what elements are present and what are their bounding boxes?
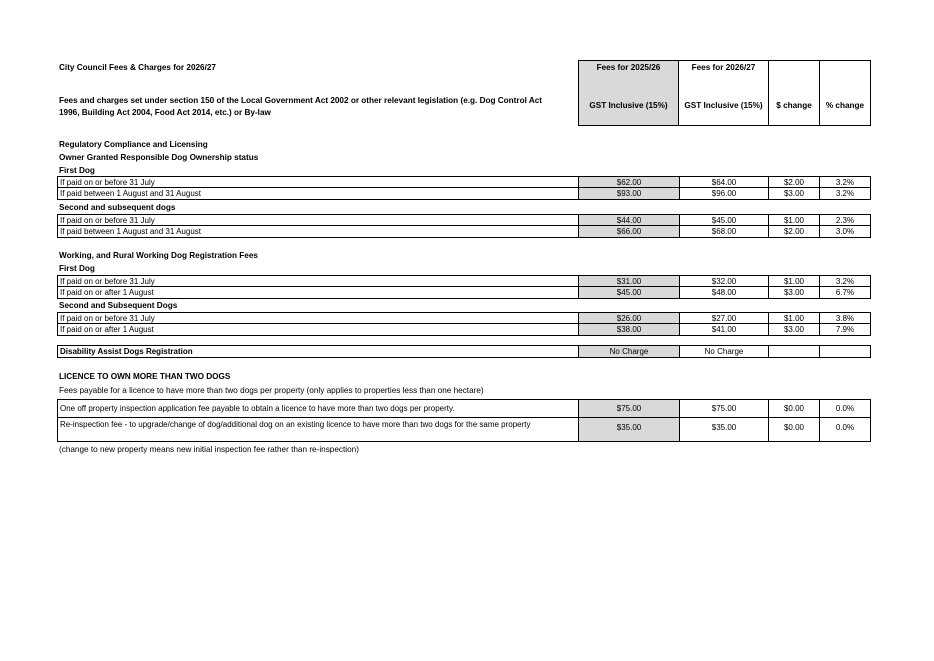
row-pct-change: 3.2% (819, 188, 871, 199)
second-dogs-heading: Second and Subsequent Dogs (59, 301, 178, 310)
first-dog-heading: First Dog (59, 166, 95, 175)
row-fee-next: $68.00 (679, 226, 768, 237)
section-licence-heading: LICENCE TO OWN MORE THAN TWO DOGS (59, 372, 231, 381)
section-regulatory-heading: Regulatory Compliance and Licensing (59, 140, 208, 149)
row-fee-next: $35.00 (679, 418, 768, 441)
row-fee-prev: $35.00 (578, 418, 679, 441)
row-pct-change: 3.2% (819, 177, 871, 187)
document-title: City Council Fees & Charges for 2026/27 (59, 63, 216, 72)
row-description: If paid on or before 31 July (57, 276, 578, 286)
row-pct-change: 0.0% (819, 400, 871, 417)
row-fee-prev: $66.00 (578, 226, 679, 237)
table-row (57, 226, 871, 238)
row-fee-prev: $93.00 (578, 188, 679, 199)
row-dollar-change: $1.00 (768, 313, 819, 323)
row-dollar-change: $1.00 (768, 276, 819, 286)
row-description: If paid on or after 1 August (57, 324, 578, 335)
row-fee-prev: $75.00 (578, 400, 679, 417)
table-row (57, 275, 871, 287)
row-dollar-change: $0.00 (768, 418, 819, 441)
table-row (57, 312, 871, 324)
row-pct-change: 3.0% (819, 226, 871, 237)
row-fee-next: $96.00 (679, 188, 768, 199)
row-pct-change: 3.2% (819, 276, 871, 286)
row-pct-change (819, 346, 871, 357)
row-fee-prev: $26.00 (578, 313, 679, 323)
row-fee-next: $41.00 (679, 324, 768, 335)
row-description: If paid on or before 31 July (57, 177, 578, 187)
header-gst-prev-label: GST Inclusive (15%) (589, 101, 668, 110)
row-pct-change: 3.8% (819, 313, 871, 323)
section-licence-note: Fees payable for a licence to have more than two dogs per property (only applies to properties less than one hectare) (59, 386, 484, 395)
row-fee-next: $48.00 (679, 287, 768, 298)
section-working-dogs-heading: Working, and Rural Working Dog Registration Fees (59, 251, 258, 260)
row-fee-prev: $45.00 (578, 287, 679, 298)
row-dollar-change: $2.00 (768, 226, 819, 237)
second-dogs-heading: Second and subsequent dogs (59, 203, 176, 212)
header-gst-next-label: GST Inclusive (15%) (684, 101, 763, 110)
row-dollar-change: $0.00 (768, 400, 819, 417)
row-dollar-change: $3.00 (768, 287, 819, 298)
row-fee-next: $64.00 (679, 177, 768, 187)
document-subtitle-line2: 1996, Building Act 2004, Food Act 2014, etc.) or By-law (59, 108, 271, 117)
table-row (57, 214, 871, 226)
row-fee-prev: $31.00 (578, 276, 679, 286)
row-description: If paid on or after 1 August (57, 287, 578, 298)
row-fee-next: $45.00 (679, 215, 768, 225)
row-description: If paid on or before 31 July (57, 313, 578, 323)
row-fee-next: $75.00 (679, 400, 768, 417)
section-responsible-owner-heading: Owner Granted Responsible Dog Ownership status (59, 153, 259, 162)
table-row (57, 399, 871, 418)
table-row (57, 345, 871, 358)
row-pct-change: 7.9% (819, 324, 871, 335)
row-dollar-change: $1.00 (768, 215, 819, 225)
row-dollar-change: $2.00 (768, 177, 819, 187)
row-description: If paid between 1 August and 31 August (57, 226, 578, 237)
header-fees-prev-label: Fees for 2025/26 (596, 63, 661, 72)
row-dollar-change: $3.00 (768, 324, 819, 335)
row-fee-next: No Charge (679, 346, 768, 357)
row-description: Re-inspection fee - to upgrade/change of dog/additional dog on an existing licence to have more than two dogs for the same property (57, 418, 578, 441)
row-dollar-change (768, 346, 819, 357)
section-licence-footnote: (change to new property means new initial inspection fee rather than re-inspection) (59, 445, 359, 454)
row-fee-prev: $44.00 (578, 215, 679, 225)
row-pct-change: 2.3% (819, 215, 871, 225)
header-col-pct-change (819, 60, 871, 126)
table-row (57, 417, 871, 442)
row-dollar-change: $3.00 (768, 188, 819, 199)
row-fee-prev: $62.00 (578, 177, 679, 187)
table-row (57, 287, 871, 299)
row-description: Disability Assist Dogs Registration (57, 346, 578, 357)
row-pct-change: 6.7% (819, 287, 871, 298)
row-fee-prev: No Charge (578, 346, 679, 357)
row-description: If paid between 1 August and 31 August (57, 188, 578, 199)
first-dog-heading: First Dog (59, 264, 95, 273)
table-row (57, 176, 871, 188)
header-col-dollar-change (768, 60, 820, 126)
header-pct-change-label: % change (825, 101, 865, 110)
row-description: One off property inspection application fee payable to obtain a licence to have more than two dogs per property. (57, 400, 578, 417)
row-fee-next: $32.00 (679, 276, 768, 286)
row-description: If paid on or before 31 July (57, 215, 578, 225)
table-row (57, 324, 871, 336)
document-subtitle-line1: Fees and charges set under section 150 of the Local Government Act 2002 or other relevant legislation (e.g. Dog Control Act (59, 96, 543, 105)
row-fee-next: $27.00 (679, 313, 768, 323)
header-fees-next-label: Fees for 2026/27 (691, 63, 756, 72)
row-fee-prev: $38.00 (578, 324, 679, 335)
table-row (57, 188, 871, 200)
header-dollar-change-label: $ change (776, 101, 812, 110)
row-pct-change: 0.0% (819, 418, 871, 441)
